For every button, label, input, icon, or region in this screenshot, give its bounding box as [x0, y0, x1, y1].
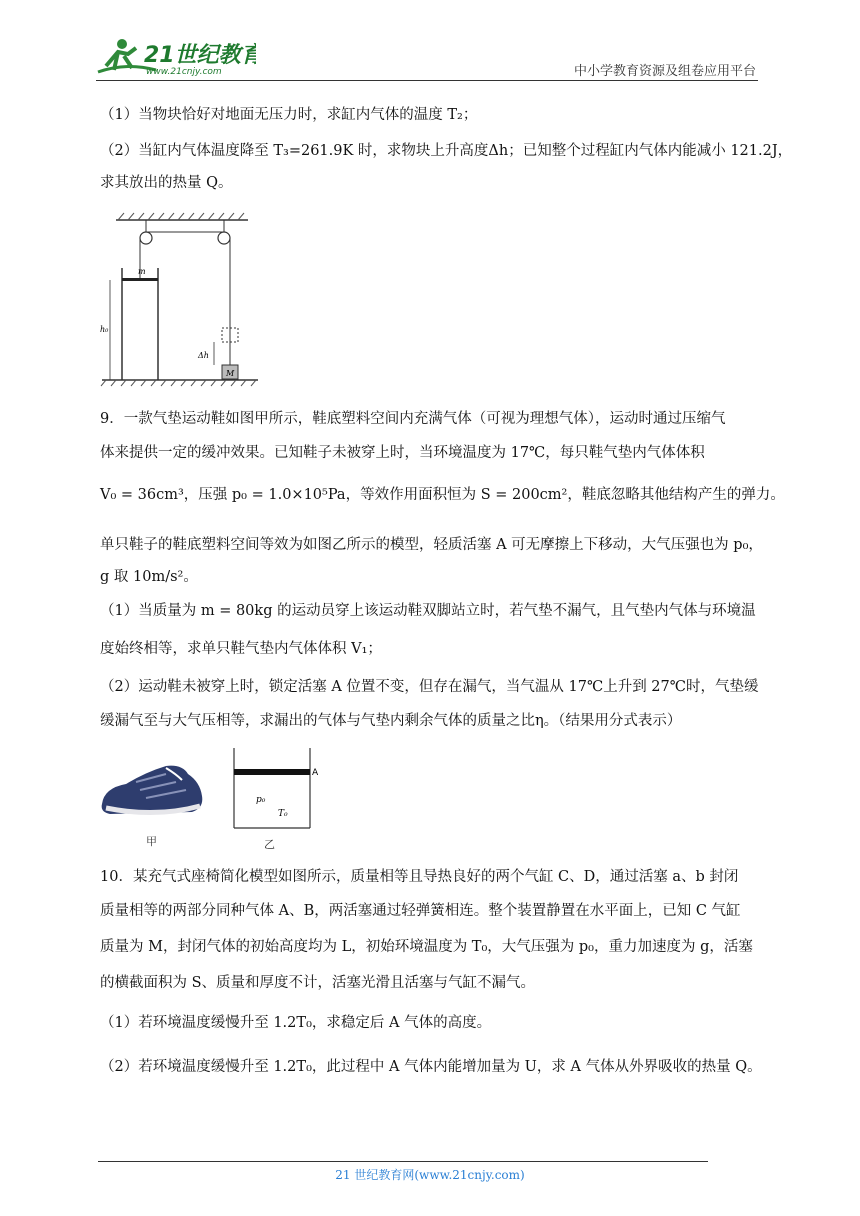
svg-text:A: A: [312, 768, 319, 778]
svg-text:Δh: Δh: [198, 351, 209, 360]
svg-text:p₀: p₀: [256, 795, 266, 805]
q8-part2-line2: 求其放出的热量 Q。: [100, 175, 233, 191]
svg-text:21世纪教育: 21世纪教育: [144, 43, 256, 68]
q8-part2-line1: （2）当缸内气体温度降至 T₃=261.9K 时，求物块上升高度Δh；已知整个过程缸内气体内能减小 121.2J，: [100, 143, 793, 159]
q9-part2-line2: 缓漏气至与大气压相等，求漏出的气体与气垫内剩余气体的质量之比η。（结果用分式表示）: [100, 713, 682, 729]
footer-link[interactable]: 21 世纪教育网(www.21cnjy.com): [335, 1168, 525, 1182]
q10-part1: （1）若环境温度缓慢升至 1.2T₀，求稳定后 A 气体的高度。: [100, 1015, 492, 1031]
pulley-right-icon: [218, 232, 230, 244]
piston-model-figure: [228, 746, 328, 832]
q10-line2: 质量相等的两部分同种气体 A、B，两活塞通过轻弹簧相连。整个装置静置在水平面上，已知 C 气缸: [100, 903, 741, 919]
fig-caption-jia: 甲: [146, 835, 157, 848]
svg-text:h₀: h₀: [100, 325, 109, 334]
q9-part2-line1: （2）运动鞋未被穿上时，锁定活塞 A 位置不变，但存在漏气，当气温从 17℃上升到 27℃时，气垫缓: [100, 679, 759, 695]
sneaker-image: [96, 760, 208, 826]
q10-line3: 质量为 M，封闭气体的初始高度均为 L，初始环境温度为 T₀，大气压强为 p₀，重力加速度为 g，活塞: [100, 939, 753, 955]
svg-text:T₀: T₀: [278, 809, 288, 819]
q9-line2: 体来提供一定的缓冲效果。已知鞋子未被穿上时，当环境温度为 17℃，每只鞋气垫内气体体积: [100, 445, 705, 461]
q9-part1-line2: 度始终相等，求单只鞋气垫内气体体积 V₁；: [100, 641, 382, 657]
header-divider: [96, 80, 758, 81]
q9-line5: g 取 10m/s²。: [100, 569, 198, 585]
q8-part1: （1）当物块恰好对地面无压力时，求缸内气体的温度 T₂；: [100, 107, 478, 123]
q10-line4: 的横截面积为 S、质量和厚度不计，活塞光滑且活塞与气缸不漏气。: [100, 975, 536, 991]
header-platform-name: 中小学教育资源及组卷应用平台: [573, 64, 756, 79]
q8-pulley-figure: [98, 210, 268, 388]
q10-part2: （2）若环境温度缓慢升至 1.2T₀，此过程中 A 气体内能增加量为 U，求 A 气体从外界吸收的热量 Q。: [100, 1059, 762, 1075]
q9-line3: V₀ = 36cm³，压强 p₀ = 1.0×10⁵Pa，等效作用面积恒为 S = 200cm²，鞋底忽略其他结构产生的弹力。: [100, 487, 785, 503]
q9-line1: 9．一款气垫运动鞋如图甲所示，鞋底塑料空间内充满气体（可视为理想气体），运动时通过压缩气: [100, 411, 726, 427]
q10-line1: 10．某充气式座椅简化模型如图所示，质量相等且导热良好的两个气缸 C、D，通过活塞 a、b 封闭: [100, 869, 739, 885]
svg-text:www.21cnjy.com: www.21cnjy.com: [146, 67, 222, 77]
q9-part1-line1: （1）当质量为 m = 80kg 的运动员穿上该运动鞋双脚站立时，若气垫不漏气，且气垫内气体与环境温: [100, 603, 756, 619]
runner-logo-icon: [96, 36, 256, 78]
footer-divider: [98, 1161, 708, 1162]
svg-text:m: m: [138, 267, 146, 276]
pulley-left-icon: [140, 232, 152, 244]
fig-caption-yi: 乙: [264, 838, 275, 851]
q9-line4: 单只鞋子的鞋底塑料空间等效为如图乙所示的模型，轻质活塞 A 可无摩擦上下移动，大气压强也为 p₀，: [100, 537, 763, 553]
site-logo[interactable]: [96, 36, 256, 78]
svg-text:M: M: [226, 369, 235, 378]
